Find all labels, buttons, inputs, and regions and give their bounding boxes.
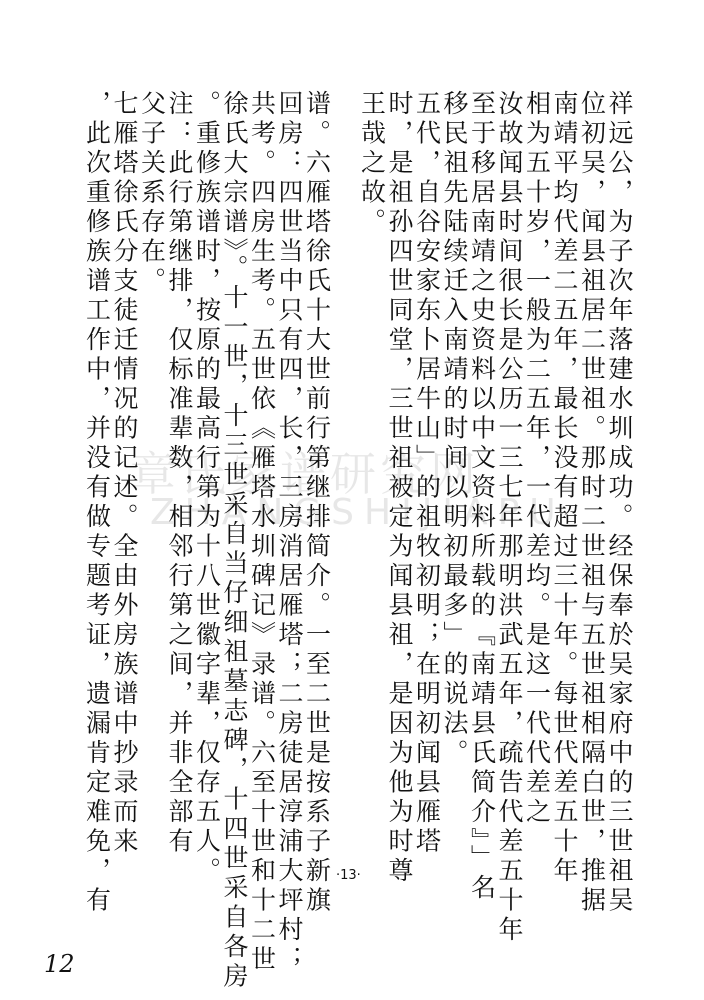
text-column: 南靖平均代差二五年，最长没有超过三十年。每世代差五十年 [550, 90, 579, 887]
text-column: 父子关系存在。 [137, 90, 167, 297]
text-column: 移民祖先陆续迁入南靖的时间以明初最多」的说法。 [440, 90, 469, 769]
text-column: 五代，自谷安家东卜居牛山」的祖牧初明；在明初闻县雁塔 [412, 90, 442, 857]
text-column: 七雁塔徐氏分支徒迁情况的记述。全由外房族谱中抄录而来 [110, 90, 139, 857]
text-column: 注：此行第继排，仅标准辈数，相邻行第之间，并非全部有 [165, 90, 194, 857]
text-column: 位初吴，闻县祖居二世祖。那时二世祖与五世祖相隔白世，推据 [577, 90, 607, 916]
text-column: 回房：四世当中只有四，长，三房消居雁塔；二房徒居淳浦大坪村； [275, 90, 304, 975]
handwritten-page-number: 12 [44, 950, 75, 978]
text-column: 王哉之故。 [357, 90, 387, 238]
text-column: 汝故闻县时间很长是公历一三七年那明洪武五年，疏告代差五十年 [495, 90, 524, 946]
page-number: ·13· [336, 868, 361, 883]
watermark-text: 章氏家谱研究网 [130, 447, 480, 501]
text-column: 共考。四房生考。五世依《雁塔水圳碑记》录谱。六至十世和十二世 [247, 90, 277, 975]
text-column: 祥远公，为子次年落建水圳成功。经保奉於吴家府中的三世祖吴 [605, 90, 634, 916]
watermark-latin: ZHANGSHIJIAPU [150, 492, 566, 533]
text-column: 徐氏大宗谱》。十一世，十三世采自当仔细祖墓志碑，十四世采自各房 [220, 90, 249, 992]
text-column: 至于移居南靖之史资料以中文资料所载的『南靖县氏简介』」名 [467, 90, 497, 904]
text-column: 。重修族谱时，按原的最高行第为十八世徽字辈，仅存五人。 [192, 90, 222, 887]
text-column: 谱。六雁塔徐氏十大世前行第继排简介。一至二世是按系子新旗 [302, 90, 332, 916]
text-column: ，此次重修族谱工作中，并没有做专题考证，遗漏肯定难免，有 [82, 90, 112, 916]
text-column: 时，是祖孙四世同堂，三世祖被定为闻县祖，是因为他为时尊 [385, 90, 414, 887]
text-column: 相为五十岁，一般为二五年，一代差均。是这一代代差之 [522, 90, 552, 828]
